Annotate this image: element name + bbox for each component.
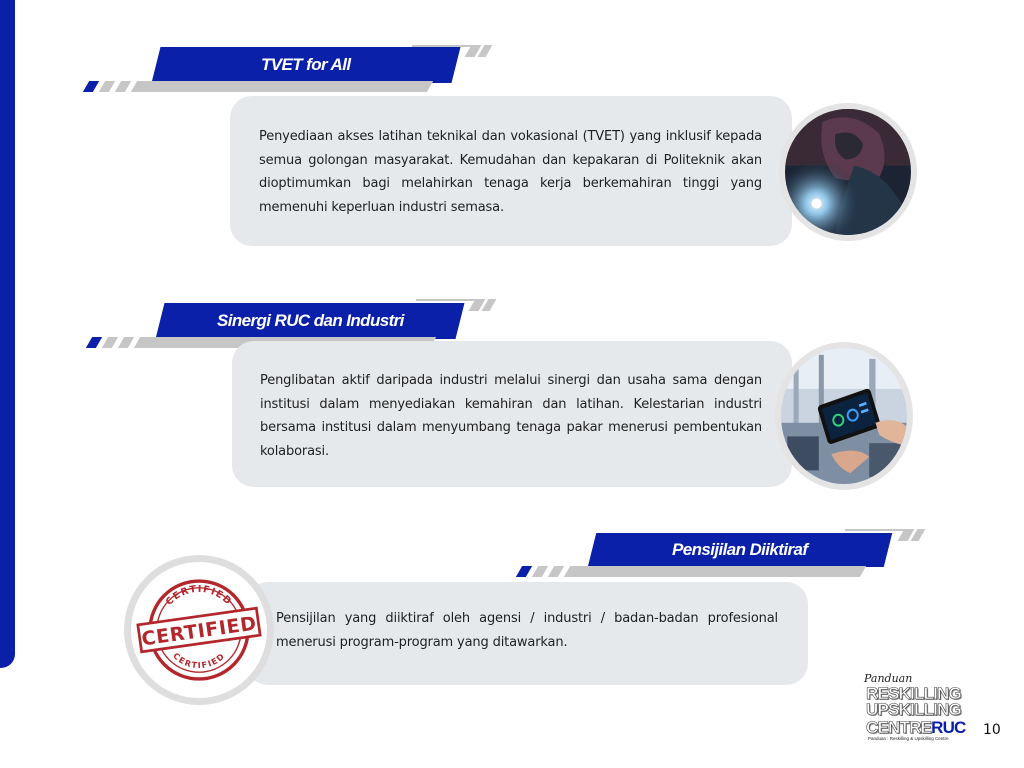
logo-line-upskilling: UPSKILLING xyxy=(866,700,961,719)
section-body: Pensijilan yang diiktiraf oleh agensi / industri / badan-badan profesional menerusi program-program yang ditawarkan. xyxy=(276,611,778,650)
ruc-logo xyxy=(862,672,972,744)
section-title: TVET for All xyxy=(261,55,351,74)
logo-line-centre-text: CENTRE xyxy=(866,718,932,737)
logo-line-centre xyxy=(866,718,966,738)
header-stripe xyxy=(548,566,564,577)
content-card xyxy=(246,582,808,685)
stamp-arc-text-top: CERTIFIED xyxy=(163,583,235,608)
logo-tagline: Panduan : Reskilling & Upskilling Centre xyxy=(868,736,949,741)
header-stripe xyxy=(564,566,866,577)
section-body: Penglibatan aktif daripada industri melalui sinergi dan usaha sama dengan institusi dalam menyediakan kemahiran dan latihan. Kelestarian industri bersama institusi dalam menyumbang tenaga pakar menerusi pembentukan kolaborasi. xyxy=(260,373,762,459)
stamp-main-text: CERTIFIED xyxy=(140,612,259,651)
logo-script-text: Panduan xyxy=(864,672,913,685)
section-title: Pensijilan Diiktiraf xyxy=(672,540,808,559)
section-body: Penyediaan akses latihan teknikal dan vokasional (TVET) yang inklusif kepada semua golongan masyarakat. Kemudahan dan kepakaran di Politeknik akan dioptimumkan bagi melahirkan tenaga kerja berkemahiran tinggi yang memenuhi keperluan industri semasa. xyxy=(259,129,762,215)
logo-ruc-mark: RUC xyxy=(931,718,966,737)
header-stripe xyxy=(532,566,548,577)
logo-line-reskilling: RESKILLING xyxy=(866,684,961,703)
header-stripe xyxy=(516,566,532,577)
stamp-arc-text-bottom: CERTIFIED xyxy=(171,650,227,671)
section-title: Sinergi RUC dan Industri xyxy=(216,311,404,330)
header-accent-line xyxy=(845,529,905,531)
page-number: 10 xyxy=(983,722,1001,738)
section-title-ribbon xyxy=(588,533,892,567)
certified-stamp-image xyxy=(124,555,274,705)
